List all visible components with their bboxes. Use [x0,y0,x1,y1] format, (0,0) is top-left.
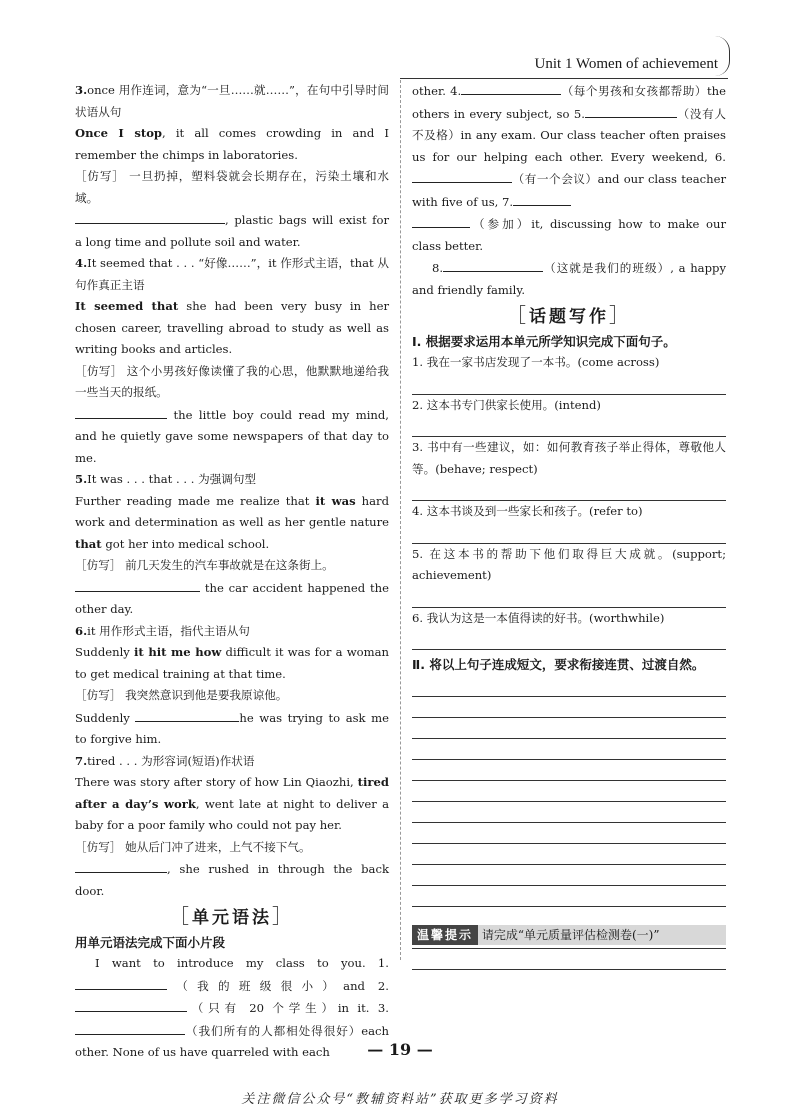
item-3-example: Once I stop, it all comes crowding in and I remember the chimps in laboratories. [75,126,390,162]
item-4-desc: 4.It seemed that . . . “好像……”，it 作形式主语，that 从句作真正主语 [75,256,389,292]
answer-blank[interactable] [585,103,677,118]
left-column [75,80,389,1064]
right-column [412,80,726,970]
item-5-example: Further reading made me realize that it was hard work and determination as well as her gentle nature that got her into medical school. [75,493,390,551]
grammar-instruction: 用单元语法完成下面小片段 [75,934,226,950]
header-bracket [715,36,730,76]
writing-section-title: ［话题写作］ [506,303,632,327]
writing-q6: 6. 我认为这是一本值得读的好书。(worthwhile) [412,610,665,625]
answer-blank[interactable] [75,997,187,1012]
answer-blank[interactable] [443,257,543,272]
answer-line[interactable] [412,480,726,501]
answer-blank[interactable] [135,707,239,722]
grammar-section-title: ［单元语法］ [169,904,295,928]
answer-blank[interactable] [75,975,167,990]
item-6-answer: Suddenly he was trying to ask me to forgive him. [75,707,389,751]
essay-line[interactable] [412,823,726,844]
essay-line[interactable] [412,676,726,697]
item-3-imitate: ［仿写］ 一旦扔掉，塑料袋就会长期存在，污染土壤和水域。 [75,169,389,205]
answer-blank[interactable] [412,168,512,183]
item-3-desc: 3.once 用作连词，意为“一旦……就……”，在句中引导时间状语从句 [75,83,389,119]
grammar-passage-end: 8. （这就是我们的班级）, a happy and friendly family. [412,257,726,301]
essay-line[interactable] [412,886,726,907]
essay-line[interactable] [412,802,726,823]
essay-line[interactable] [412,760,726,781]
writing-part-2: Ⅱ. 将以上句子连成短文，要求衔接连贯、过渡自然。 [412,657,705,672]
essay-line[interactable] [412,718,726,739]
answer-blank[interactable] [75,209,225,224]
item-6-example: Suddenly it hit me how difficult it was for a woman to get medical training at that time. [75,645,390,681]
answer-blank[interactable] [461,80,561,95]
essay-line[interactable] [412,865,726,886]
page-number: — 19 — [367,1040,433,1059]
answer-line[interactable] [412,629,726,650]
item-4-answer: the little boy could read my mind, and he quietly gave some newspapers of that day to me. [75,404,389,470]
item-5-desc: 5.It was . . . that . . . 为强调句型 [75,472,257,486]
essay-line[interactable] [412,739,726,760]
answer-line[interactable] [412,374,726,395]
item-3-answer: , plastic bags will exist for a long time and pollute soil and water. [75,209,389,253]
item-7-desc: 7.tired . . . 为形容词(短语)作状语 [75,753,255,768]
answer-blank[interactable] [412,213,470,228]
footer-note: 关注微信公众号“教辅资料站”获取更多学习资料 [241,1092,559,1107]
item-5-answer: the car accident happened the other day. [75,577,389,621]
unit-header: Unit 1 Women of achievement [534,56,718,72]
essay-line[interactable] [412,844,726,865]
writing-q4: 4. 这本书谈及到一些家长和孩子。(refer to) [412,504,643,518]
writing-part-1: Ⅰ. 根据要求运用本单元所学知识完成下面句子。 [412,333,676,349]
header-rule [400,78,728,79]
answer-blank[interactable] [75,858,167,873]
answer-line[interactable] [412,587,726,608]
tip-text: 请完成“单元质量评估检测卷(一)” [481,928,660,942]
answer-line[interactable] [412,416,726,437]
item-4-imitate: ［仿写］ 这个小男孩好像读懂了我的心思，他默默地递给我一些当天的报纸。 [75,363,389,399]
grammar-passage-continued: other. 4. （每个男孩和女孩都帮助）the others in every subject, so 5. （没有人不及格）in any exam. Our class teacher often praises us for our helping each other. Every weekend, 6.（有一个会议）and our class teacher with five of us, 7. （参加）it, discussing how to make our class better. [412,80,726,257]
item-7-answer: , she rushed in through the back door. [75,858,389,902]
writing-q2: 2. 这本书专门供家长使用。(intend) [412,397,601,412]
answer-blank[interactable] [75,1020,185,1035]
tip-bar [412,925,726,945]
item-6-desc: 6.it 用作形式主语，指代主语从句 [75,623,250,638]
item-7-example: There was story after story of how Lin Qiaozhi, tired after a day’s work, went late at night to deliver a baby for a poor family who could not pay her. [75,775,389,832]
item-4-example: It seemed that she had been very busy in her chosen career, travelling abroad to study as well as writing books and articles. [75,299,389,356]
writing-q1: 1. 我在一家书店发现了一本书。(come across) [412,355,660,369]
writing-q5: 5. 在这本书的帮助下他们取得巨大成就。(support; achievement) [412,546,726,582]
tip-label: 温馨提示 [412,925,478,945]
answer-line[interactable] [412,523,726,544]
essay-line[interactable] [412,781,726,802]
essay-line[interactable] [412,697,726,718]
essay-line[interactable] [412,949,726,970]
item-5-imitate: ［仿写］ 前几天发生的汽车事故就是在这条街上。 [75,558,334,572]
item-6-imitate: ［仿写］ 我突然意识到他是要我原谅他。 [75,688,288,702]
answer-blank[interactable] [75,404,167,419]
answer-blank[interactable] [513,191,571,206]
column-divider [400,80,401,960]
writing-q3: 3. 书中有一些建议，如：如何教育孩子举止得体，尊敬他人等。(behave; respect) [412,440,726,476]
answer-blank[interactable] [75,577,200,592]
item-7-imitate: ［仿写］ 她从后门冲了进来，上气不接下气。 [75,839,311,854]
grammar-passage: I want to introduce my class to you. 1.（我的班级很小）and 2.（只有 20 个学生）in it. 3.（我们所有的人都相处得很好）each other. None of us have quarreled with each [75,956,389,1059]
